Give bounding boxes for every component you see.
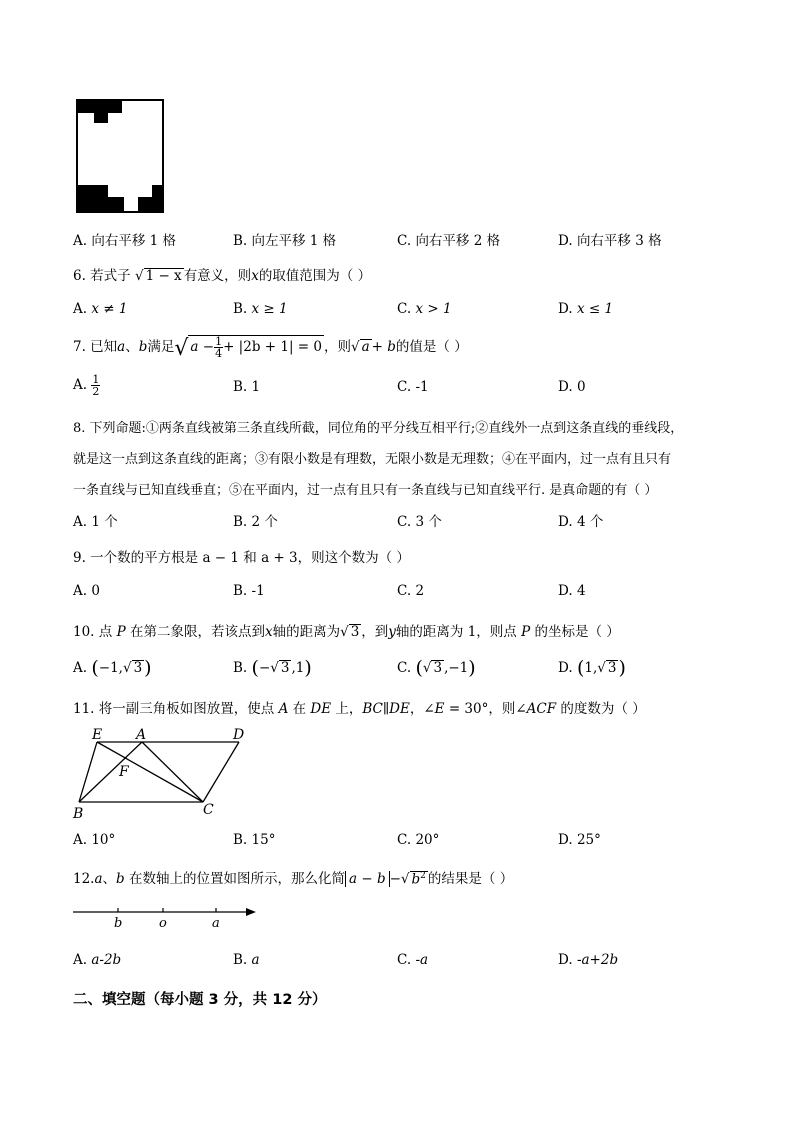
q7-option-b: B. 1: [233, 379, 261, 395]
black-block: [152, 185, 164, 211]
question-6: 6. 若式子 √ 1 − x 有意义，则x的取值范围为（ ）: [73, 268, 372, 284]
label-f: F: [119, 764, 129, 780]
q12-option-d: D. -a+2b: [558, 952, 619, 968]
q6-option-c: C. x > 1: [397, 301, 452, 317]
q12-option-b: B. a: [233, 952, 260, 968]
label-b: b: [114, 916, 123, 931]
line-dc: [203, 742, 239, 802]
q7-option-c: C. -1: [397, 379, 429, 395]
q6-option-a: A. x ≠ 1: [73, 301, 128, 317]
label-c: C: [203, 802, 214, 818]
label-o: o: [159, 916, 167, 931]
q8-option-b: B. 2 个: [233, 514, 278, 530]
label-a: a: [212, 916, 220, 931]
q9-option-b: B. -1: [233, 583, 265, 599]
black-block: [94, 113, 108, 123]
q6-option-b: B. x ≥ 1: [233, 301, 288, 317]
q11-option-c: C. 20°: [397, 832, 440, 848]
q9-option-d: D. 4: [558, 583, 586, 599]
q11-figure: [70, 724, 260, 824]
black-block: [78, 185, 108, 211]
label-d: D: [233, 727, 245, 743]
question-7: 7. 已知a、b满足√ a − $\frac{1}{4}$ + |2b + 1| = 0 ，则√ a + b的值是（ ）: [73, 335, 468, 361]
number-line: [70, 902, 270, 932]
q7-option-a: A. $\frac{1}{2}$: [73, 373, 100, 398]
q10-option-d: D. (1,√ 3 ): [558, 657, 626, 679]
q11-option-b: B. 15°: [233, 832, 276, 848]
question-10: 10. 点 P 在第二象限，若该点到x轴的距离为√ 3 ，到y轴的距离为 1，则点 P 的坐标是（ ）: [73, 624, 620, 640]
q12-option-c: C. -a: [397, 952, 429, 968]
arrow-right-icon: [246, 908, 256, 916]
q10-option-a: A. (−1,√ 3 ): [73, 657, 152, 679]
q8-option-c: C. 3 个: [397, 514, 442, 530]
q10-option-b: B. (−√ 3 ,1): [233, 657, 312, 679]
black-block: [78, 101, 122, 113]
question-8-line-2: 就是这一点到这条直线的距离；③有限小数是有理数，无限小数是无理数；④在平面内，过一点有且只有: [73, 452, 672, 467]
section-2-heading: 二、填空题（每小题 3 分，共 12 分）: [73, 992, 327, 1008]
q6-option-d: D. x ≤ 1: [558, 301, 614, 317]
q11-option-d: D. 25°: [558, 832, 601, 848]
q9-option-c: C. 2: [397, 583, 425, 599]
q8-option-d: D. 4 个: [558, 514, 604, 530]
q5-option-b: B. 向左平移 1 格: [233, 233, 337, 249]
question-8-line-3: 一条直线与已知直线垂直；⑤在平面内，过一点有且只有一条直线与已知直线平行. 是真命题的有（ ）: [73, 483, 658, 498]
q12-option-a: A. a-2b: [73, 952, 122, 968]
q7-option-d: D. 0: [558, 379, 586, 395]
label-a: A: [136, 727, 147, 743]
q11-option-a: A. 10°: [73, 832, 116, 848]
line-ec: [97, 742, 203, 802]
label-e: E: [92, 727, 103, 743]
q9-option-a: A. 0: [73, 583, 100, 599]
q5-option-d: D. 向右平移 3 格: [558, 233, 662, 249]
q5-option-c: C. 向右平移 2 格: [397, 233, 501, 249]
q5-option-a: A. 向右平移 1 格: [73, 233, 177, 249]
question-9: 9. 一个数的平方根是 a − 1 和 a + 3，则这个数为（ ）: [73, 550, 410, 566]
q8-option-a: A. 1 个: [73, 514, 118, 530]
q5-figure: [76, 99, 164, 213]
q10-option-c: C. (√ 3 ,−1): [397, 657, 476, 679]
label-b: B: [73, 806, 84, 822]
question-12: 12.a、b 在数轴上的位置如图所示，那么化简 a − b −√ $b^2$ 的结果是（ ）: [73, 870, 514, 887]
question-8-line-1: 8. 下列命题:①两条直线被第三条直线所截，同位角的平分线互相平行;②直线外一点到这条直线的垂线段，: [73, 421, 684, 436]
black-block: [108, 197, 124, 211]
question-11: 11. 将一副三角板如图放置，使点 A 在 DE 上，BC∥DE，∠E = 30°，则∠ACF 的度数为（ ）: [73, 701, 646, 717]
